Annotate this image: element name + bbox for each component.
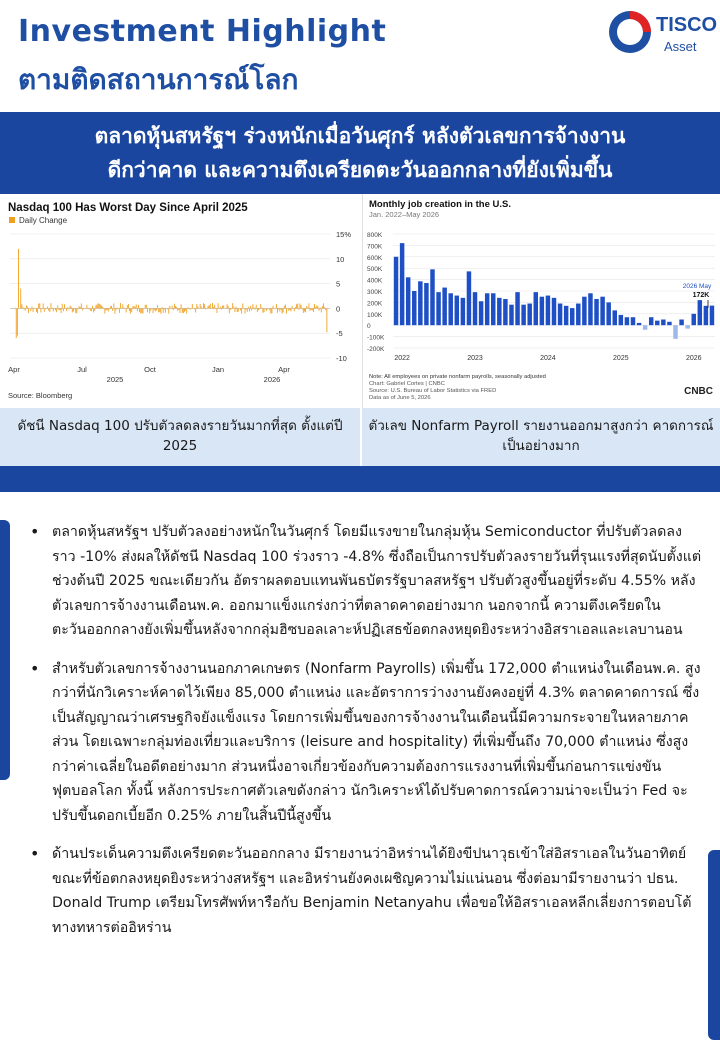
job-bar (418, 281, 422, 325)
x-year-label: 2026 (263, 375, 281, 384)
job-bar (442, 288, 446, 326)
job-bar (625, 317, 629, 325)
y-tick-label: 15% (336, 230, 352, 239)
chart-credit: Chart: Gabriel Cortes | CNBC (369, 381, 445, 387)
job-bar (594, 299, 598, 325)
caption-right: ตัวเลข Nonfarm Payroll รายงานออกมาสูงกว่า คาดการณ์เป็นอย่างมาก (368, 418, 714, 454)
job-bar (448, 293, 452, 325)
job-bar (582, 297, 586, 326)
x-tick-label: 2026 (685, 355, 702, 362)
job-bar (667, 322, 671, 325)
page-title: Investment Highlight (18, 14, 387, 49)
section-divider-bar (0, 466, 720, 492)
job-bar (564, 306, 568, 325)
cnbc-logo: CNBC (684, 386, 713, 397)
y-tick-label: -200K (367, 346, 385, 353)
x-tick-label: 2022 (394, 355, 410, 362)
page-subtitle: ตามติดสถานการณ์โลก (18, 63, 299, 96)
charts-row (0, 194, 720, 408)
logo-mark-icon (606, 8, 654, 56)
job-bar (546, 296, 550, 326)
job-bar (521, 305, 525, 326)
x-year-label: 2025 (106, 375, 124, 384)
job-bar (534, 292, 538, 325)
logo-name: TISCO (656, 14, 718, 36)
x-tick-label: Jul (77, 365, 87, 374)
left-accent-bar (0, 520, 10, 780)
job-bar (643, 325, 647, 330)
job-bar (619, 315, 623, 325)
legend-label: Daily Change (19, 216, 68, 225)
job-bar (588, 293, 592, 325)
jobs-chart (362, 194, 720, 408)
job-bar (424, 283, 428, 325)
tisco-logo (606, 8, 716, 60)
job-bar (455, 296, 459, 326)
job-bar (430, 269, 434, 325)
chart-source: Source: U.S. Bureau of Labor Statistics via FRED (369, 388, 497, 394)
y-tick-label: 300K (367, 289, 383, 296)
job-bar (461, 298, 465, 325)
job-bar (710, 306, 714, 326)
job-bar (467, 271, 471, 325)
y-tick-label: 0 (336, 304, 341, 314)
y-tick-label: -10 (336, 354, 347, 363)
y-tick-label: 10 (336, 254, 345, 264)
bullet-text: สำหรับตัวเลขการจ้างงานนอกภาคเกษตร (Nonfarm Payrolls) เพิ่มขึ้น 172,000 ตำแหน่งในเดือนพ.ค. สูงกว่าที่นักวิเคราะห์คาดไว้เพียง 85,000 ตำแหน่ง และอัตราการว่างงานยังคงอยู่ที่ 4.3% ตลาดคาดการณ์ ซึ่งเป็นสัญญาณว่าเศรษฐกิจยังแข็งแรง โดยการเพิ่มขึ้นของการจ้างงานในเดือนนี้มีความกระจายในหลายภาคส่วน โดยเฉพาะกลุ่มท่องเที่ยวและบริการ (leisure and hospitality) ที่เพิ่มขึ้นถึง 70,000 ตำแหน่ง ซึ่งสูงกว่าค่าเฉลี่ยในอดีตอย่างมาก ส่วนหนึ่งอาจเกี่ยวข้องกับความต้องการแรงงานที่เพิ่มขึ้นก่อนการแข่งขันฟุตบอลโลก ทั้งนี้ หลังการประกาศตัวเลขดังกล่าว นักวิเคราะห์ได้ปรับคาดการณ์ความน่าจะเป็นว่า Fed จะปรับขึ้นดอกเบี้ยอีก 0.25% ภายในสิ้นปีนี้สูงขึ้น (52, 660, 701, 824)
job-bar (606, 302, 610, 325)
job-bar (497, 298, 501, 325)
job-bar (613, 310, 617, 325)
job-bar (527, 304, 531, 326)
job-bar (515, 292, 519, 325)
annotation-value: 172K (692, 292, 710, 299)
job-bar (685, 325, 689, 328)
headline-line-2: ดีกว่าคาด และความตึงเครียดตะวันออกกลางที่ยังเพิ่มขึ้น (107, 158, 613, 182)
job-bar (509, 305, 513, 326)
y-tick-label: 600K (367, 254, 383, 262)
y-tick-label: -5 (336, 329, 343, 339)
job-bar (649, 317, 653, 325)
chart-background (0, 194, 356, 408)
job-bar (637, 323, 641, 325)
jobs-chart-svg (363, 194, 720, 408)
job-bar (394, 257, 398, 325)
bullet-icon: • (30, 844, 40, 863)
list-item (30, 520, 702, 643)
chart-title: Monthly job creation in the U.S. (369, 199, 511, 210)
job-bar (558, 304, 562, 326)
nasdaq-chart (0, 194, 356, 408)
job-bar (485, 293, 489, 325)
x-tick-label: Jan (211, 365, 225, 374)
job-bar (436, 292, 440, 325)
job-bar (570, 308, 574, 325)
job-bar (655, 321, 659, 326)
bullet-text: ด้านประเด็นความตึงเครียดตะวันออกกลาง มีรายงานว่าอิหร่านได้ยิงขีปนาวุธเข้าใส่อิสราเอลในวันอาทิตย์ ขณะที่ข้อตกลงหยุดยิงระหว่างสหรัฐฯ และอิหร่านยังคงเผชิญความไม่แน่นอน ซึ่งต่อมามีรายงานว่า ปธน. Donald Trump เตรียมโทรศัพท์หารือกับ Benjamin Netanyahu เพื่อขอให้อิสราเอลหลีกเลี่ยงการตอบโต้ทางทหารต่ออิหร่าน (52, 846, 692, 936)
x-tick-label: 2023 (467, 355, 483, 362)
list-item (30, 657, 702, 829)
job-bar (704, 306, 708, 325)
chart-note: Note: All employees on private nonfarm payrolls, seasonally adjusted (369, 374, 546, 380)
caption-left: ดัชนี Nasdaq 100 ปรับตัวลดลงรายวันมากที่สุด ตั้งแต่ปี 2025 (17, 418, 343, 454)
job-bar (600, 297, 604, 326)
y-tick-label: 700K (367, 243, 383, 251)
x-tick-label: Oct (144, 365, 156, 374)
headline-line-1: ตลาดหุ้นสหรัฐฯ ร่วงหนักเมื่อวันศุกร์ หลังตัวเลขการจ้างงาน (94, 124, 626, 148)
job-bar (698, 300, 702, 325)
x-tick-label: Apr (8, 365, 20, 374)
job-bar (540, 297, 544, 326)
bullet-text: ตลาดหุ้นสหรัฐฯ ปรับตัวลงอย่างหนักในวันศุกร์ โดยมีแรงขายในกลุ่มหุ้น Semiconductor ที่ปรับตัวลดลงราว -10% ส่งผลให้ดัชนี Nasdaq 100 ร่วงราว -4.8% ซึ่งถือเป็นการปรับตัวลงรายวันที่รุนแรงที่สุดนับตั้งแต่ช่วงต้นปี 2025 ขณะเดียวกัน อัตราผลตอบแทนพันธบัตรรัฐบาลสหรัฐฯ ปรับตัวสูงขึ้นอยู่ที่ระดับ 4.55% หลังตัวเลขการจ้างงานเดือนพ.ค. ออกมาแข็งแกร่งกว่าที่ตลาดคาดอย่างมาก นอกจากนี้ ความตึงเครียดในตะวันออกกลางยังเพิ่มขึ้นหลังจากกลุ่มฮิซบอลเลาะห์ปฏิเสธข้อตกลงหยุดยิงระหว่างอิสราเอลและเลบานอน (52, 524, 702, 638)
article-body (30, 520, 702, 954)
job-bar (673, 325, 677, 339)
bullet-icon: • (30, 658, 40, 678)
caption-row (0, 408, 720, 466)
job-bar (479, 301, 483, 325)
headline-banner (0, 112, 720, 194)
legend-swatch (9, 217, 15, 223)
y-tick-label: 800K (367, 232, 383, 239)
chart-subtitle: Jan. 2022–May 2026 (369, 210, 440, 219)
chart-source: Source: Bloomberg (8, 391, 73, 400)
job-bar (473, 292, 477, 325)
job-bar (576, 304, 580, 326)
job-bar (400, 243, 404, 325)
y-tick-label: 0 (367, 323, 371, 331)
chart-date: Data as of June 5, 2026 (369, 395, 431, 401)
list-item (30, 842, 702, 940)
page-header (0, 0, 720, 112)
job-bar (412, 291, 416, 325)
y-tick-label: 500K (367, 266, 383, 274)
job-bar (691, 314, 695, 325)
job-bar (552, 298, 556, 325)
y-tick-label: 100K (367, 311, 383, 319)
x-tick-label: Apr (278, 365, 290, 374)
job-bar (679, 320, 683, 326)
chart-title: Nasdaq 100 Has Worst Day Since April 2025 (8, 202, 248, 214)
y-tick-label: 400K (367, 277, 383, 285)
x-tick-label: 2025 (613, 355, 629, 362)
nasdaq-chart-svg (0, 194, 356, 408)
bullet-icon: • (30, 522, 40, 541)
job-bar (503, 299, 507, 325)
y-tick-label: -100K (367, 334, 385, 342)
job-bar (406, 277, 410, 325)
job-bar (661, 320, 665, 326)
annotation-label: 2026 May (682, 283, 712, 290)
right-accent-bar (708, 850, 720, 1040)
y-tick-label: 200K (367, 300, 383, 308)
x-tick-label: 2024 (540, 355, 556, 362)
y-tick-label: 5 (336, 279, 341, 289)
job-bar (631, 317, 635, 325)
logo-sub: Asset (664, 39, 697, 54)
job-bar (491, 293, 495, 325)
